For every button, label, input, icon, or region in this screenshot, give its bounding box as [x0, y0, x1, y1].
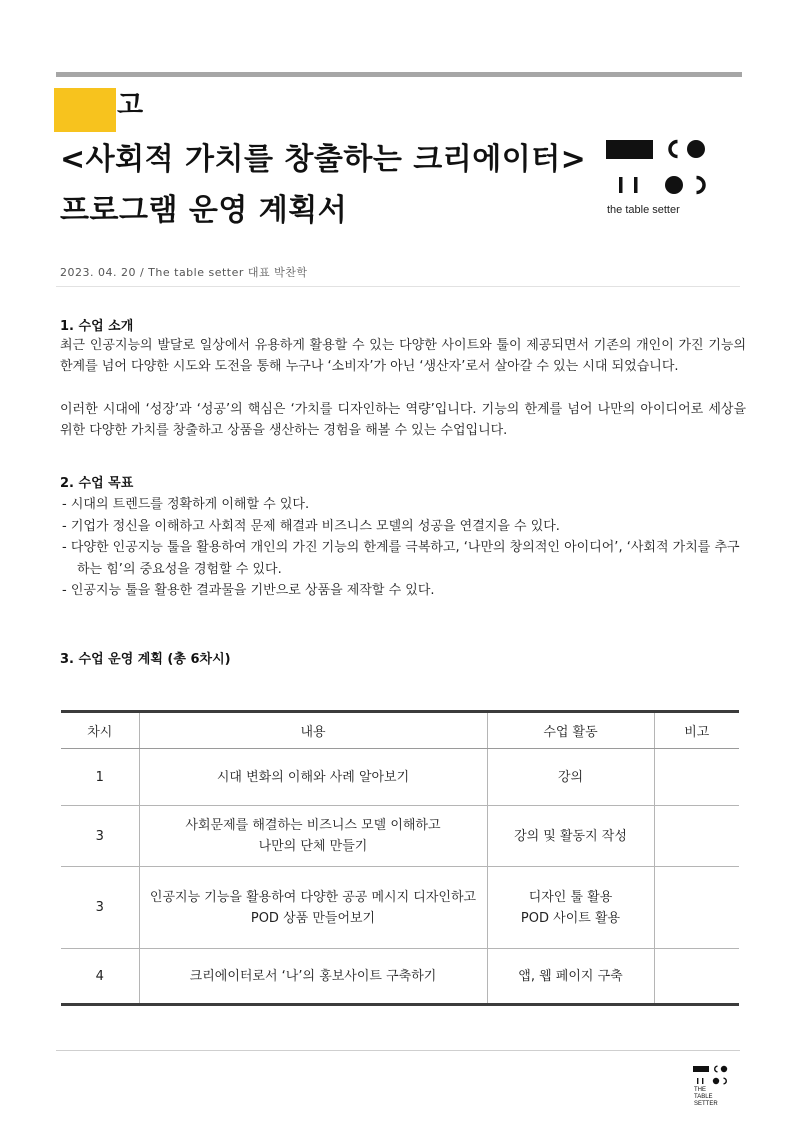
footer-logo-line: SETTER	[694, 1101, 718, 1107]
table-row	[61, 949, 739, 1005]
label-highlight-block	[54, 88, 116, 132]
footer-logo-line: TABLE	[694, 1094, 713, 1100]
activity-line: POD 사이트 활용	[520, 910, 621, 926]
note-cell	[654, 749, 739, 806]
byline: 2023. 04. 20 / The table setter 대표 박찬학	[60, 266, 308, 279]
activity-cell	[487, 949, 654, 1005]
list-item: - 인공지능 툴을 활용한 결과물을 기반으로 상품을 제작할 수 있다.	[62, 583, 435, 598]
table-row	[61, 867, 739, 949]
plan-table	[61, 710, 739, 1006]
content-line: POD 상품 만들어보기	[250, 910, 376, 926]
activity-cell	[487, 749, 654, 806]
note-cell	[654, 867, 739, 949]
footer-logo-mark	[692, 1065, 732, 1087]
content-cell	[139, 949, 487, 1005]
document-title-line2: 프로그램 운영 계획서	[60, 193, 348, 228]
label-char: 고	[117, 90, 144, 121]
list-item: - 다양한 인공지능 툴을 활용하여 개인의 가진 기능의 한계를 극복하고, ‘나만의 창의적인 아이디어’, ‘사회적 가치를 추구하는 힘’의 중요성을 경험할 수 있다.	[62, 540, 740, 577]
note-cell	[654, 949, 739, 1005]
footer-logo-text	[694, 1087, 718, 1108]
content-line: 나만의 단체 만들기	[258, 839, 368, 854]
column-header: 차시	[61, 712, 139, 749]
activity-cell	[487, 806, 654, 867]
section-heading-intro: 1. 수업 소개	[60, 319, 134, 334]
activity-line: 강의 및 활동지 작성	[514, 828, 627, 844]
footer-logo-line: THE	[694, 1087, 706, 1093]
top-rule	[56, 72, 742, 77]
content-cell	[139, 806, 487, 867]
content-line: 인공지능 기능을 활용하여 다양한 공공 메시지 디자인하고	[149, 889, 477, 905]
activity-line: 강의	[557, 769, 584, 785]
column-header: 수업 활동	[487, 712, 654, 749]
session-cell: 3	[61, 806, 139, 867]
session-cell: 3	[61, 867, 139, 949]
section-heading-plan: 3. 수업 운영 계획 (총 6차시)	[60, 652, 231, 667]
note-cell	[654, 806, 739, 867]
session-cell: 1	[61, 749, 139, 806]
table-row	[61, 749, 739, 806]
activity-cell	[487, 867, 654, 949]
intro-paragraph-1: 최근 인공지능의 발달로 일상에서 유용하게 활용할 수 있는 다양한 사이트와 툴이 제공되면서 기존의 개인이 가진 기능의 한계를 넘어 다양한 시도와 도전을 통해 누구나 ‘소비자’가 아닌 ‘생산자’로서 살아갈 수 있는 시대 되었습니다.	[60, 338, 746, 374]
section-heading-goals: 2. 수업 목표	[60, 476, 134, 491]
header-divider	[56, 286, 740, 287]
table-setter-logo	[606, 137, 716, 197]
activity-line: 앱, 웹 페이지 구축	[518, 968, 623, 984]
session-cell: 4	[61, 949, 139, 1005]
content-cell	[139, 867, 487, 949]
document-title-line1: <사회적 가치를 창출하는 크리에이터>	[60, 142, 587, 177]
column-header: 내용	[139, 712, 487, 749]
logo-caption: the table setter	[607, 204, 680, 216]
content-line: 사회문제를 해결하는 비즈니스 모델 이해하고	[185, 818, 441, 833]
goals-list	[62, 494, 746, 602]
content-line: 크리에이터로서 ‘나’의 홍보사이트 구축하기	[189, 968, 437, 984]
table-header-row	[61, 712, 739, 749]
content-line: 시대 변화의 이해와 사례 알아보기	[216, 769, 410, 785]
table-row	[61, 806, 739, 867]
footer-divider	[56, 1050, 740, 1051]
activity-line: 디자인 툴 활용	[528, 889, 613, 905]
list-item: - 기업가 정신을 이해하고 사회적 문제 해결과 비즈니스 모델의 성공을 연결지을 수 있다.	[62, 518, 560, 534]
list-item: - 시대의 트렌드를 정확하게 이해할 수 있다.	[62, 497, 310, 512]
column-header: 비고	[654, 712, 739, 749]
intro-paragraph-2: 이러한 시대에 ‘성장’과 ‘성공’의 핵심은 ‘가치를 디자인하는 역량’입니다. 기능의 한계를 넘어 나만의 아이디어로 세상을 위한 다양한 가치를 창출하고 상품을 생산하는 경험을 해볼 수 있는 수업입니다.	[60, 402, 746, 438]
content-cell	[139, 749, 487, 806]
